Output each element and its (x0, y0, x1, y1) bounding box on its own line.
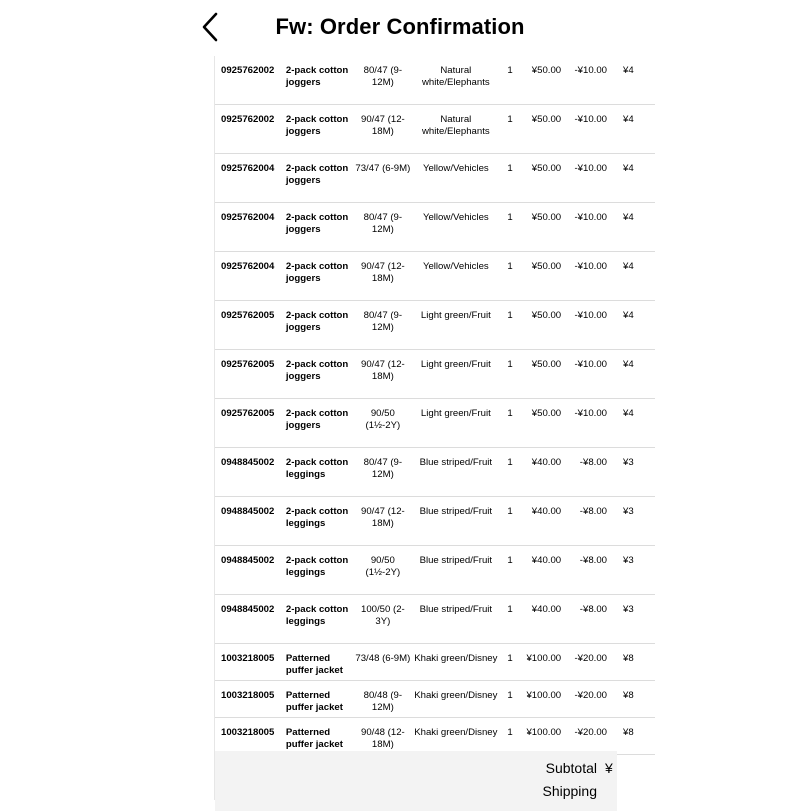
product-name: 2-pack cotton joggers (286, 105, 355, 154)
discount: -¥8.00 (561, 497, 607, 546)
article-number: 1003218005 (215, 644, 286, 681)
unit-price: ¥100.00 (519, 644, 561, 681)
quantity: 1 (501, 718, 520, 755)
quantity: 1 (501, 497, 520, 546)
line-total: ¥4 (607, 301, 655, 350)
unit-price: ¥50.00 (519, 350, 561, 399)
size: 90/47 (12-18M) (355, 105, 411, 154)
product-name: 2-pack cotton leggings (286, 595, 355, 644)
article-number: 0925762004 (215, 154, 286, 203)
article-number: 0925762005 (215, 301, 286, 350)
color: Blue striped/Fruit (411, 448, 501, 497)
article-number: 0948845002 (215, 497, 286, 546)
table-row (215, 105, 655, 154)
table-row (215, 644, 655, 681)
product-name: 2-pack cotton joggers (286, 203, 355, 252)
order-summary (215, 751, 617, 811)
line-total: ¥3 (607, 497, 655, 546)
quantity: 1 (501, 546, 520, 595)
discount: -¥10.00 (561, 301, 607, 350)
discount: -¥20.00 (561, 718, 607, 755)
size: 100/50 (2-3Y) (355, 595, 411, 644)
line-total: ¥4 (607, 399, 655, 448)
color: Blue striped/Fruit (411, 595, 501, 644)
unit-price: ¥50.00 (519, 301, 561, 350)
discount: -¥10.00 (561, 56, 607, 105)
line-total: ¥3 (607, 546, 655, 595)
article-number: 0948845002 (215, 448, 286, 497)
discount: -¥10.00 (561, 399, 607, 448)
table-row (215, 154, 655, 203)
color: Khaki green/Disney (411, 718, 501, 755)
discount: -¥10.00 (561, 252, 607, 301)
size: 90/50 (1½-2Y) (355, 546, 411, 595)
quantity: 1 (501, 203, 520, 252)
discount: -¥10.00 (561, 105, 607, 154)
size: 80/48 (9-12M) (355, 681, 411, 718)
size: 80/47 (9-12M) (355, 203, 411, 252)
discount: -¥8.00 (561, 546, 607, 595)
quantity: 1 (501, 56, 520, 105)
subtotal-label: Subtotal (545, 760, 597, 776)
discount: -¥20.00 (561, 644, 607, 681)
article-number: 0948845002 (215, 546, 286, 595)
quantity: 1 (501, 681, 520, 718)
discount: -¥8.00 (561, 595, 607, 644)
quantity: 1 (501, 350, 520, 399)
size: 90/47 (12-18M) (355, 252, 411, 301)
unit-price: ¥40.00 (519, 546, 561, 595)
discount: -¥10.00 (561, 154, 607, 203)
color: Light green/Fruit (411, 301, 501, 350)
line-total: ¥4 (607, 350, 655, 399)
article-number: 0948845002 (215, 595, 286, 644)
line-total: ¥4 (607, 154, 655, 203)
table-row (215, 301, 655, 350)
quantity: 1 (501, 399, 520, 448)
product-name: Patterned puffer jacket (286, 718, 355, 755)
product-name: 2-pack cotton leggings (286, 497, 355, 546)
product-name: 2-pack cotton joggers (286, 252, 355, 301)
unit-price: ¥40.00 (519, 448, 561, 497)
table-row (215, 448, 655, 497)
quantity: 1 (501, 154, 520, 203)
size: 90/47 (12-18M) (355, 350, 411, 399)
product-name: 2-pack cotton joggers (286, 154, 355, 203)
quantity: 1 (501, 595, 520, 644)
table-row (215, 595, 655, 644)
table-row (215, 718, 655, 755)
line-total: ¥3 (607, 595, 655, 644)
unit-price: ¥100.00 (519, 718, 561, 755)
product-name: 2-pack cotton joggers (286, 56, 355, 105)
unit-price: ¥50.00 (519, 56, 561, 105)
line-total: ¥4 (607, 56, 655, 105)
article-number: 0925762004 (215, 252, 286, 301)
shipping-label: Shipping (542, 783, 597, 799)
shipping-row (543, 783, 598, 799)
color: Yellow/Vehicles (411, 252, 501, 301)
page-title: Fw: Order Confirmation (275, 14, 525, 39)
article-number: 0925762002 (215, 105, 286, 154)
table-row (215, 399, 655, 448)
article-number: 1003218005 (215, 681, 286, 718)
size: 90/47 (12-18M) (355, 497, 411, 546)
size: 80/47 (9-12M) (355, 448, 411, 497)
product-name: 2-pack cotton joggers (286, 301, 355, 350)
size: 80/47 (9-12M) (355, 56, 411, 105)
color: Natural white/Elephants (411, 56, 501, 105)
table-row (215, 681, 655, 718)
product-name: 2-pack cotton leggings (286, 546, 355, 595)
product-name: 2-pack cotton joggers (286, 350, 355, 399)
color: Blue striped/Fruit (411, 497, 501, 546)
article-number: 0925762004 (215, 203, 286, 252)
unit-price: ¥50.00 (519, 154, 561, 203)
color: Khaki green/Disney (411, 644, 501, 681)
size: 73/47 (6-9M) (355, 154, 411, 203)
line-total: ¥8 (607, 681, 655, 718)
article-number: 1003218005 (215, 718, 286, 755)
unit-price: ¥100.00 (519, 681, 561, 718)
table-row (215, 546, 655, 595)
size: 80/47 (9-12M) (355, 301, 411, 350)
order-items-table (215, 56, 655, 755)
color: Khaki green/Disney (411, 681, 501, 718)
product-name: Patterned puffer jacket (286, 681, 355, 718)
discount: -¥10.00 (561, 203, 607, 252)
quantity: 1 (501, 252, 520, 301)
discount: -¥8.00 (561, 448, 607, 497)
article-number: 0925762005 (215, 399, 286, 448)
quantity: 1 (501, 644, 520, 681)
unit-price: ¥40.00 (519, 595, 561, 644)
article-number: 0925762005 (215, 350, 286, 399)
discount: -¥10.00 (561, 350, 607, 399)
table-row (215, 350, 655, 399)
color: Yellow/Vehicles (411, 154, 501, 203)
color: Natural white/Elephants (411, 105, 501, 154)
size: 73/48 (6-9M) (355, 644, 411, 681)
size: 90/48 (12-18M) (355, 718, 411, 755)
unit-price: ¥50.00 (519, 252, 561, 301)
article-number: 0925762002 (215, 56, 286, 105)
discount: -¥20.00 (561, 681, 607, 718)
size: 90/50 (1½-2Y) (355, 399, 411, 448)
line-total: ¥4 (607, 203, 655, 252)
line-total: ¥8 (607, 718, 655, 755)
line-total: ¥3 (607, 448, 655, 497)
color: Blue striped/Fruit (411, 546, 501, 595)
line-total: ¥4 (607, 252, 655, 301)
unit-price: ¥50.00 (519, 105, 561, 154)
quantity: 1 (501, 301, 520, 350)
table-row (215, 56, 655, 105)
email-header (0, 0, 800, 56)
product-name: Patterned puffer jacket (286, 644, 355, 681)
line-total: ¥8 (607, 644, 655, 681)
unit-price: ¥40.00 (519, 497, 561, 546)
table-row (215, 497, 655, 546)
color: Yellow/Vehicles (411, 203, 501, 252)
quantity: 1 (501, 105, 520, 154)
quantity: 1 (501, 448, 520, 497)
unit-price: ¥50.00 (519, 399, 561, 448)
unit-price: ¥50.00 (519, 203, 561, 252)
color: Light green/Fruit (411, 399, 501, 448)
color: Light green/Fruit (411, 350, 501, 399)
email-body[interactable] (214, 56, 634, 800)
line-total: ¥4 (607, 105, 655, 154)
table-row (215, 203, 655, 252)
product-name: 2-pack cotton leggings (286, 448, 355, 497)
subtotal-value: ¥ (605, 760, 613, 776)
table-row (215, 252, 655, 301)
subtotal-row (545, 760, 613, 776)
product-name: 2-pack cotton joggers (286, 399, 355, 448)
